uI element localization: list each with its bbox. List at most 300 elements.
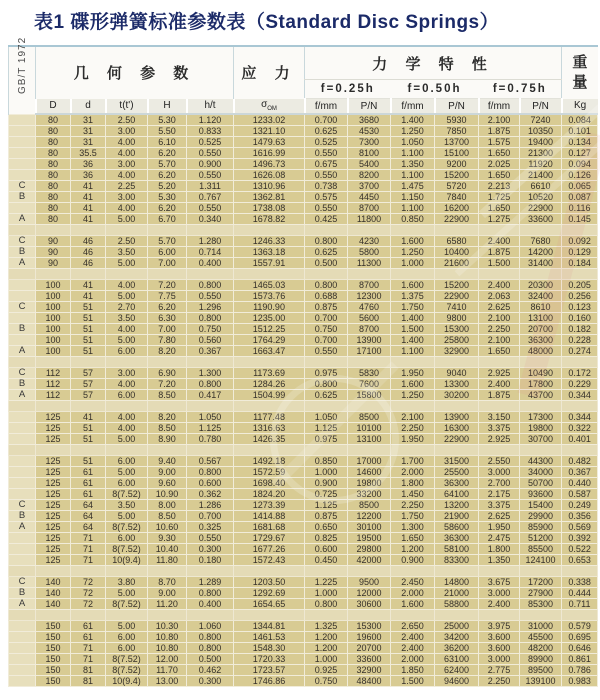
- value-cell: 1362.81: [234, 192, 305, 203]
- value-cell: 1.500: [479, 258, 520, 269]
- value-cell: 0.300: [187, 676, 234, 687]
- value-cell: 10350: [520, 126, 562, 137]
- spacer-cell: [106, 610, 148, 621]
- table-row: [9, 599, 598, 610]
- value-cell: 140: [36, 599, 71, 610]
- spacer-cell: [435, 610, 479, 621]
- value-cell: 5.00: [106, 588, 148, 599]
- value-cell: 80: [36, 214, 71, 225]
- group-spacer-row: [9, 357, 598, 368]
- spacer-cell: [520, 225, 562, 236]
- spacer-cell: [234, 357, 305, 368]
- value-cell: 0.800: [187, 379, 234, 390]
- value-cell: 71: [71, 533, 106, 544]
- value-cell: 0.800: [305, 379, 348, 390]
- value-cell: 33600: [348, 654, 391, 665]
- value-cell: 46: [71, 236, 106, 247]
- value-cell: 1572.59: [234, 467, 305, 478]
- value-cell: 29800: [348, 544, 391, 555]
- table-row: [9, 555, 598, 566]
- value-cell: 6610: [520, 181, 562, 192]
- value-cell: 4760: [348, 302, 391, 313]
- value-cell: 5.00: [106, 467, 148, 478]
- value-cell: 1.250: [391, 390, 435, 401]
- table-row: [9, 291, 598, 302]
- value-cell: 31: [71, 126, 106, 137]
- value-cell: 1.289: [187, 577, 234, 588]
- spacer-cell: [148, 269, 187, 280]
- col-header-fmm-2: f/mm: [391, 99, 435, 115]
- col-header-pn-1: P/N: [348, 99, 391, 115]
- value-cell: 0.450: [305, 555, 348, 566]
- value-cell: 125: [36, 412, 71, 423]
- spacer-cell: [305, 610, 348, 621]
- spacer-cell: [106, 269, 148, 280]
- table-row: [9, 654, 598, 665]
- value-cell: 0.800: [305, 236, 348, 247]
- value-cell: 5830: [348, 368, 391, 379]
- value-cell: 13900: [348, 335, 391, 346]
- value-cell: 140: [36, 588, 71, 599]
- value-cell: 61: [71, 489, 106, 500]
- value-cell: 2.700: [479, 478, 520, 489]
- value-cell: 112: [36, 390, 71, 401]
- value-cell: 0.800: [187, 588, 234, 599]
- value-cell: 0.094: [562, 159, 598, 170]
- series-label-cell: [9, 489, 36, 500]
- value-cell: 8700: [348, 324, 391, 335]
- spacer-cell: [562, 445, 598, 456]
- value-cell: 0.300: [187, 544, 234, 555]
- series-label-cell: [9, 148, 36, 159]
- value-cell: 125: [36, 478, 71, 489]
- value-cell: 13100: [520, 313, 562, 324]
- value-cell: 3.975: [479, 621, 520, 632]
- mechanical-header: 力 学 特 性: [305, 46, 562, 80]
- spacer-cell: [106, 445, 148, 456]
- series-label-cell: [9, 291, 36, 302]
- value-cell: 150: [36, 665, 71, 676]
- value-cell: 8.90: [148, 434, 187, 445]
- value-cell: 2.250: [391, 500, 435, 511]
- value-cell: 125: [36, 423, 71, 434]
- value-cell: 12300: [348, 291, 391, 302]
- value-cell: 14600: [348, 467, 391, 478]
- value-cell: 51: [71, 324, 106, 335]
- value-cell: 2.925: [479, 368, 520, 379]
- value-cell: 4.00: [106, 203, 148, 214]
- value-cell: 0.116: [562, 203, 598, 214]
- value-cell: 0.567: [187, 456, 234, 467]
- value-cell: 7.20: [148, 379, 187, 390]
- value-cell: 1.800: [479, 544, 520, 555]
- spacer-cell: [9, 610, 36, 621]
- value-cell: 5.00: [106, 621, 148, 632]
- value-cell: 9.60: [148, 478, 187, 489]
- value-cell: 2.400: [391, 632, 435, 643]
- value-cell: 125: [36, 544, 71, 555]
- value-cell: 1.125: [187, 423, 234, 434]
- series-label-cell: C: [9, 368, 36, 379]
- table-row: [9, 522, 598, 533]
- value-cell: 0.401: [562, 434, 598, 445]
- value-cell: 0.875: [305, 302, 348, 313]
- value-cell: 80: [36, 148, 71, 159]
- value-cell: 1.225: [305, 577, 348, 588]
- value-cell: 6.20: [148, 148, 187, 159]
- value-cell: 0.600: [305, 544, 348, 555]
- spacer-cell: [562, 225, 598, 236]
- value-cell: 0.714: [187, 247, 234, 258]
- value-cell: 0.850: [305, 456, 348, 467]
- value-cell: 0.367: [187, 346, 234, 357]
- value-cell: 85300: [520, 599, 562, 610]
- value-cell: 6.00: [106, 632, 148, 643]
- value-cell: 21300: [520, 148, 562, 159]
- value-cell: 100: [36, 302, 71, 313]
- value-cell: 1461.53: [234, 632, 305, 643]
- value-cell: 2.625: [479, 511, 520, 522]
- table-row: [9, 313, 598, 324]
- value-cell: 7300: [348, 137, 391, 148]
- value-cell: 3.50: [106, 500, 148, 511]
- value-cell: 0.738: [305, 181, 348, 192]
- value-cell: 1479.63: [234, 137, 305, 148]
- value-cell: 5.30: [148, 192, 187, 203]
- value-cell: 3.375: [479, 500, 520, 511]
- value-cell: 0.725: [305, 489, 348, 500]
- value-cell: 0.550: [187, 203, 234, 214]
- value-cell: 6.00: [106, 478, 148, 489]
- table-row: [9, 533, 598, 544]
- value-cell: 25500: [435, 467, 479, 478]
- value-cell: 5400: [348, 159, 391, 170]
- value-cell: 8.70: [148, 577, 187, 588]
- value-cell: 0.700: [305, 335, 348, 346]
- value-cell: 1235.00: [234, 313, 305, 324]
- table-row: [9, 214, 598, 225]
- value-cell: 0.700: [187, 511, 234, 522]
- value-cell: 5.00: [106, 291, 148, 302]
- value-cell: 0.101: [562, 126, 598, 137]
- value-cell: 1.000: [305, 467, 348, 478]
- value-cell: 5.20: [148, 181, 187, 192]
- value-cell: 5.00: [106, 434, 148, 445]
- value-cell: 48200: [520, 643, 562, 654]
- value-cell: 1.325: [305, 621, 348, 632]
- value-cell: 1512.25: [234, 324, 305, 335]
- value-cell: 10400: [435, 247, 479, 258]
- table-row: [9, 478, 598, 489]
- value-cell: 1492.18: [234, 456, 305, 467]
- value-cell: 1414.88: [234, 511, 305, 522]
- spacer-cell: [187, 401, 234, 412]
- value-cell: 21900: [435, 511, 479, 522]
- value-cell: 2.100: [479, 313, 520, 324]
- value-cell: 51: [71, 302, 106, 313]
- value-cell: 1.350: [479, 555, 520, 566]
- value-cell: 1.150: [391, 192, 435, 203]
- value-cell: 9.40: [148, 456, 187, 467]
- deflection-025h-header: f=0.25h: [305, 80, 391, 99]
- value-cell: 0.160: [562, 313, 598, 324]
- value-cell: 0.587: [562, 489, 598, 500]
- value-cell: 0.550: [187, 170, 234, 181]
- value-cell: 0.625: [305, 247, 348, 258]
- value-cell: 19800: [348, 478, 391, 489]
- table-row: [9, 368, 598, 379]
- value-cell: 11300: [348, 258, 391, 269]
- series-label-cell: B: [9, 247, 36, 258]
- value-cell: 4.00: [106, 324, 148, 335]
- series-label-cell: C: [9, 577, 36, 588]
- value-cell: 1190.90: [234, 302, 305, 313]
- spacer-cell: [305, 401, 348, 412]
- value-cell: 6.00: [106, 390, 148, 401]
- value-cell: 8700: [348, 280, 391, 291]
- value-cell: 1426.35: [234, 434, 305, 445]
- value-cell: 51200: [520, 533, 562, 544]
- value-cell: 15400: [520, 500, 562, 511]
- value-cell: 6.20: [148, 170, 187, 181]
- table-row: [9, 676, 598, 687]
- value-cell: 0.500: [187, 654, 234, 665]
- table-row: [9, 335, 598, 346]
- table-wrapper: [8, 36, 598, 687]
- spacer-cell: [479, 357, 520, 368]
- table-row: [9, 181, 598, 192]
- value-cell: 6.20: [148, 302, 187, 313]
- value-cell: 3.000: [479, 467, 520, 478]
- value-cell: 0.325: [187, 522, 234, 533]
- value-cell: 8.50: [148, 511, 187, 522]
- value-cell: 0.145: [562, 214, 598, 225]
- value-cell: 34000: [520, 467, 562, 478]
- value-cell: 1.100: [391, 148, 435, 159]
- value-cell: 3680: [348, 114, 391, 126]
- series-label-cell: A: [9, 390, 36, 401]
- table-row: [9, 544, 598, 555]
- spacer-cell: [391, 610, 435, 621]
- value-cell: 0.550: [187, 533, 234, 544]
- spacer-cell: [479, 610, 520, 621]
- value-cell: 48000: [520, 346, 562, 357]
- value-cell: 0.425: [305, 214, 348, 225]
- value-cell: 31000: [520, 621, 562, 632]
- value-cell: 8(7.52): [106, 654, 148, 665]
- value-cell: 1.125: [305, 423, 348, 434]
- value-cell: 5.00: [106, 511, 148, 522]
- value-cell: 58100: [435, 544, 479, 555]
- value-cell: 8(7.52): [106, 544, 148, 555]
- table-row: [9, 412, 598, 423]
- value-cell: 1557.91: [234, 258, 305, 269]
- value-cell: 1.125: [305, 500, 348, 511]
- value-cell: 1.800: [391, 478, 435, 489]
- value-cell: 1572.43: [234, 555, 305, 566]
- spacer-cell: [520, 401, 562, 412]
- value-cell: 80: [36, 137, 71, 148]
- value-cell: 1.400: [391, 114, 435, 126]
- value-cell: 1.600: [391, 236, 435, 247]
- value-cell: 0.182: [562, 324, 598, 335]
- value-cell: 0.786: [562, 665, 598, 676]
- value-cell: 0.462: [187, 665, 234, 676]
- spacer-cell: [562, 610, 598, 621]
- value-cell: 1738.08: [234, 203, 305, 214]
- spacer-cell: [391, 566, 435, 577]
- value-cell: 0.522: [562, 544, 598, 555]
- series-label-cell: B: [9, 324, 36, 335]
- value-cell: 41: [71, 291, 106, 302]
- value-cell: 1626.08: [234, 170, 305, 181]
- value-cell: 0.127: [562, 148, 598, 159]
- value-cell: 2.000: [391, 467, 435, 478]
- value-cell: 1729.67: [234, 533, 305, 544]
- series-label-cell: [9, 335, 36, 346]
- value-cell: 9500: [348, 577, 391, 588]
- value-cell: 46: [71, 258, 106, 269]
- weight-header: [562, 46, 598, 99]
- value-cell: 125: [36, 522, 71, 533]
- value-cell: 10(9.4): [106, 676, 148, 687]
- series-label-cell: C: [9, 236, 36, 247]
- value-cell: 0.600: [187, 478, 234, 489]
- value-cell: 0.400: [187, 599, 234, 610]
- value-cell: 0.229: [562, 379, 598, 390]
- value-cell: 36300: [435, 478, 479, 489]
- value-cell: 51: [71, 434, 106, 445]
- value-cell: 4230: [348, 236, 391, 247]
- value-cell: 21600: [435, 258, 479, 269]
- value-cell: 0.861: [562, 654, 598, 665]
- value-cell: 41: [71, 412, 106, 423]
- value-cell: 31500: [435, 456, 479, 467]
- value-cell: 2.70: [106, 302, 148, 313]
- value-cell: 0.362: [187, 489, 234, 500]
- value-cell: 2.400: [479, 379, 520, 390]
- value-cell: 64: [71, 500, 106, 511]
- value-cell: 1616.99: [234, 148, 305, 159]
- value-cell: 0.900: [391, 555, 435, 566]
- value-cell: 20300: [520, 280, 562, 291]
- spacer-cell: [348, 401, 391, 412]
- table-row: [9, 434, 598, 445]
- table-row: [9, 643, 598, 654]
- value-cell: 5800: [348, 247, 391, 258]
- value-cell: 100: [36, 324, 71, 335]
- value-cell: 51: [71, 456, 106, 467]
- value-cell: 0.900: [305, 478, 348, 489]
- spacer-cell: [234, 269, 305, 280]
- value-cell: 43700: [520, 390, 562, 401]
- value-cell: 0.550: [305, 148, 348, 159]
- value-cell: 16300: [435, 423, 479, 434]
- value-cell: 1177.48: [234, 412, 305, 423]
- value-cell: 32900: [435, 346, 479, 357]
- spacer-cell: [520, 445, 562, 456]
- value-cell: 10100: [348, 423, 391, 434]
- value-cell: 30100: [348, 522, 391, 533]
- value-cell: 72: [71, 577, 106, 588]
- col-header-H: H: [148, 99, 187, 115]
- series-label-cell: [9, 170, 36, 181]
- value-cell: 41: [71, 214, 106, 225]
- value-cell: 80: [36, 203, 71, 214]
- value-cell: 29900: [520, 511, 562, 522]
- value-cell: 0.550: [305, 170, 348, 181]
- deflection-075h-header: f=0.75h: [479, 80, 562, 99]
- spacer-cell: [520, 566, 562, 577]
- standard-code-label: GB/T 1972: [17, 36, 28, 94]
- value-cell: 3.50: [106, 313, 148, 324]
- value-cell: 61: [71, 621, 106, 632]
- value-cell: 1246.33: [234, 236, 305, 247]
- value-cell: 2.250: [479, 676, 520, 687]
- value-cell: 4450: [348, 192, 391, 203]
- value-cell: 90: [36, 258, 71, 269]
- spacer-cell: [562, 566, 598, 577]
- value-cell: 1723.57: [234, 665, 305, 676]
- table-row: [9, 588, 598, 599]
- value-cell: 4.00: [106, 423, 148, 434]
- value-cell: 0.800: [187, 313, 234, 324]
- col-header-pn-2: P/N: [435, 99, 479, 115]
- value-cell: 2.625: [479, 302, 520, 313]
- page-title: 表1 碟形弹簧标准参数表（Standard Disc Springs）: [34, 12, 500, 33]
- value-cell: 8200: [348, 170, 391, 181]
- value-cell: 8500: [348, 500, 391, 511]
- col-header-t: t(t'): [106, 99, 148, 115]
- value-cell: 6.00: [148, 247, 187, 258]
- value-cell: 31400: [520, 258, 562, 269]
- value-cell: 0.550: [305, 203, 348, 214]
- value-cell: 1681.68: [234, 522, 305, 533]
- value-cell: 3.80: [106, 577, 148, 588]
- series-label-cell: B: [9, 588, 36, 599]
- value-cell: 7840: [435, 192, 479, 203]
- table-row: [9, 236, 598, 247]
- value-cell: 2.025: [479, 159, 520, 170]
- value-cell: 0.344: [562, 390, 598, 401]
- value-cell: 34200: [435, 632, 479, 643]
- value-cell: 5.00: [106, 335, 148, 346]
- value-cell: 0.392: [562, 533, 598, 544]
- value-cell: 1.875: [479, 390, 520, 401]
- value-cell: 2.650: [391, 621, 435, 632]
- value-cell: 125: [36, 467, 71, 478]
- value-cell: 6.30: [148, 313, 187, 324]
- table-row: [9, 467, 598, 478]
- value-cell: 0.525: [305, 137, 348, 148]
- value-cell: 64100: [435, 489, 479, 500]
- value-cell: 0.340: [187, 214, 234, 225]
- value-cell: 1.250: [391, 126, 435, 137]
- value-cell: 32900: [348, 665, 391, 676]
- value-cell: 100: [36, 313, 71, 324]
- value-cell: 51: [71, 313, 106, 324]
- value-cell: 1.600: [391, 599, 435, 610]
- value-cell: 125: [36, 511, 71, 522]
- value-cell: 4.00: [106, 148, 148, 159]
- value-cell: 0.172: [562, 368, 598, 379]
- value-cell: 150: [36, 632, 71, 643]
- value-cell: 1.650: [391, 533, 435, 544]
- series-label-cell: A: [9, 346, 36, 357]
- value-cell: 89500: [520, 665, 562, 676]
- value-cell: 93600: [520, 489, 562, 500]
- spacer-cell: [148, 610, 187, 621]
